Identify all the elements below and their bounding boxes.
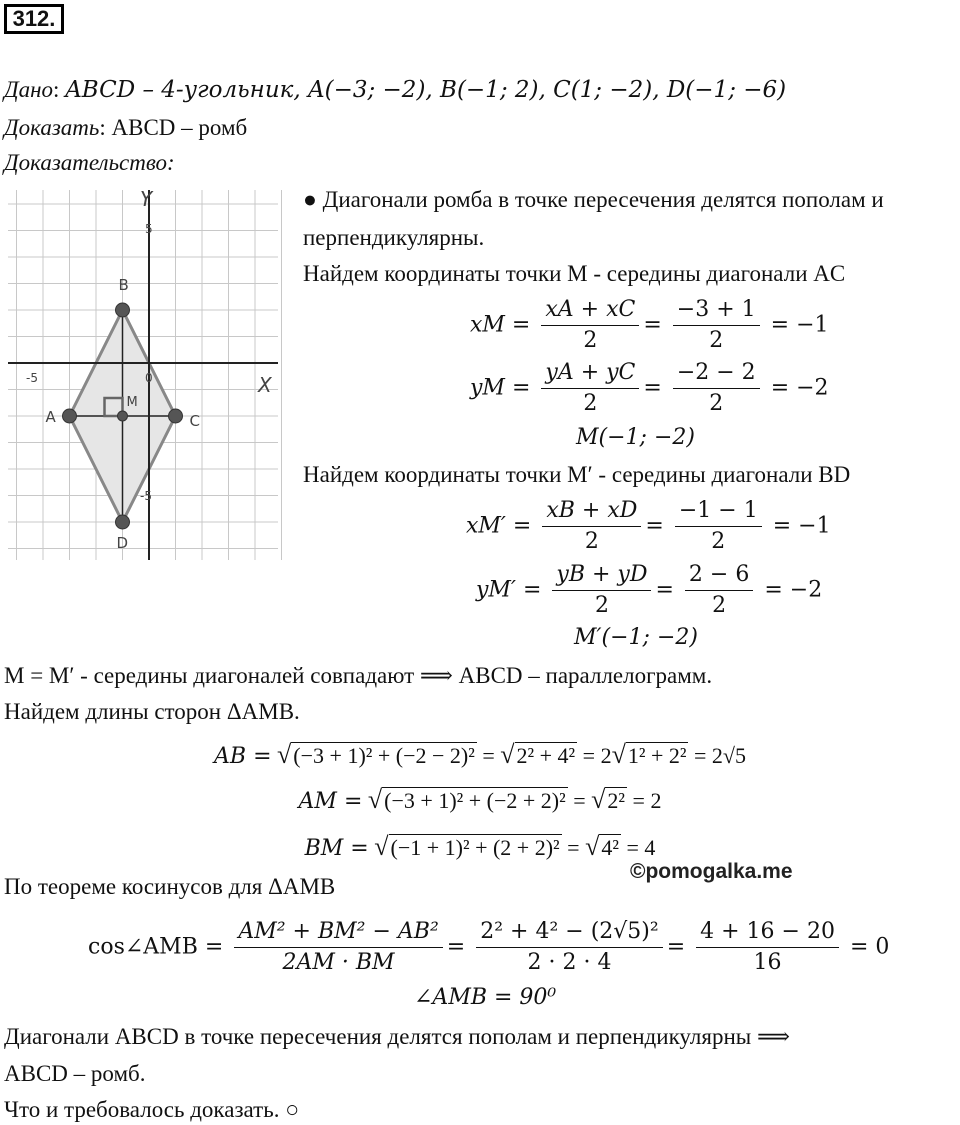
yM2-frac2 [685,561,753,620]
sides-line: Найдем длины сторон ΔAMB. [4,699,300,724]
cos-frac1 [234,918,442,977]
cosine-theorem-line: По теореме косинусов для ΔAMB [4,874,336,899]
BM-lhs: BM = [304,836,369,861]
xM-num1: xA + xC [541,296,639,326]
cos-den1: 2AM · BM [282,950,395,975]
cos-num3: 4 + 16 − 20 [696,918,839,948]
xM-den2: 2 [709,328,724,353]
qed-line: Что и требовалось доказать. ○ [4,1097,300,1122]
AM-rad2: 2² [607,788,626,813]
xM-equation: xM = $\frac{xA + xC}{2}$ = $\frac{-3 + 1}{2}$ = −1 [470,297,829,353]
cos-result: = 0 [849,934,890,960]
cos-equation: cos∠AMB = $\frac{\text{AM² + BM² − AB²}}{2AM \cdot BM}$ = $\frac{\text{2² + 4² − (2√5)²}}{2 \cdot 2 \cdot 4}$ = $\frac{4 + 16 - 20}{16}$ = 0 [88,919,890,975]
AB-mid: = 2 [582,743,612,768]
BM-end: = 4 [626,835,656,860]
M-point-text: M(−1; −2) [576,425,695,450]
tick-x-neg5: -5 [26,371,38,385]
BM-rad1: (−1 + 1)² + (2 + 2)² [390,835,560,860]
yM2-den2: 2 [712,593,727,618]
cos-lhs: cos∠AMB = [88,934,224,960]
AB-rad2: 2² + 4² [516,743,576,768]
xM2-num1: xB + xD [542,497,641,527]
xM2-result: = −1 [772,513,831,539]
point-M [118,411,128,421]
conclusion-line-2: ABCD – ромб. [4,1061,146,1086]
point-label-M: M [126,395,138,410]
bullet-line-2: перпендикулярны. [303,225,485,250]
point-C [169,409,183,423]
M2-point [574,625,698,650]
xM-num2: −3 + 1 [673,296,760,326]
given-text: ABCD – 4-угольник, A(−3; −2), B(−1; 2), C(1; −2), D(−1; −6) [65,77,787,103]
task-number: 312. [4,4,64,34]
given-line: Дано: ABCD – 4-угольник, A(−3; −2), B(−1; 2), C(1; −2), D(−1; −6) [4,77,787,103]
cos-frac2 [476,918,662,977]
tick-origin: 0 [145,371,153,385]
bullet-line-1: ● Диагонали ромба в точке пересечения делятся пополам и [303,187,884,212]
xM2-frac1 [542,497,641,556]
angle-result [414,985,556,1010]
xM-den1: 2 [583,328,598,353]
prove-text: ABCD – ромб [111,115,248,140]
cos-num1: AM² + BM² − AB² [234,918,442,948]
xM2-num2: −1 − 1 [675,497,762,527]
proof-label-text: Доказательство [4,150,168,175]
cos-den2: 2 · 2 · 4 [527,950,612,975]
point-A [63,409,77,423]
xM2-den2: 2 [711,529,726,554]
prove-label: Доказать [4,115,100,140]
AB-rad3: 1² + 2² [627,743,687,768]
yM-frac2 [673,359,760,418]
proof-label: Доказательство: [4,150,175,175]
xM-frac2 [673,296,760,355]
AM-end: = 2 [632,788,662,813]
AM-lhs: AM = [298,789,363,814]
yM-num2: −2 − 2 [673,359,760,389]
xM2-lhs: xM′ = [466,513,532,539]
yM2-den1: 2 [594,593,609,618]
tick-y-5: 5 [145,222,153,236]
yM-equation: yM = $\frac{yA + yC}{2}$ = $\frac{-2 - 2}{2}$ = −2 [470,360,829,416]
BM-rad2: 4² [601,835,619,860]
yM2-result: = −2 [764,577,823,603]
cos-den3: 16 [753,950,782,975]
point-label-A: A [45,408,56,426]
tick-y-neg5: -5 [140,489,152,503]
parallelogram-line: M = M′ - середины диагоналей совпадают ⟹ ABCD – параллелограмм. [4,663,713,688]
AB-rad1: (−3 + 1)² + (−2 − 2)² [293,743,475,768]
M-point [576,425,695,450]
xM2-den1: 2 [584,529,599,554]
point-label-C: C [189,412,200,430]
yM-den1: 2 [583,391,598,416]
x-axis-label: X [258,373,272,397]
conclusion-line-1: Диагонали ABCD в точке пересечения делятся пополам и перпендикулярны ⟹ [4,1024,790,1049]
yM-result: = −2 [770,375,829,401]
M2-point-text: M′(−1; −2) [574,625,698,650]
cos-frac3 [696,918,839,977]
watermark: ©pomogalka.me [630,860,793,883]
yM-lhs: yM = [470,375,531,401]
prove-line: Доказать: ABCD – ромб [4,115,248,140]
yM-den2: 2 [709,391,724,416]
AB-end: = 2√5 [693,743,746,768]
xM-frac1 [541,296,639,355]
point-label-D: D [116,534,129,552]
yM2-equation: yM′ = $\frac{yB + yD}{2}$ = $\frac{2 - 6}{2}$ = −2 [476,562,823,618]
point-label-B: B [118,276,129,294]
xM2-frac2 [675,497,762,556]
yM2-frac1 [552,561,651,620]
yM-num1: yA + yC [541,359,639,389]
BM-equation: BM = √(−1 + 1)² + (2 + 2)² = √4² = 4 [304,832,656,861]
point-D [116,515,130,529]
AB-equation: AB = √(−3 + 1)² + (−2 − 2)² = √2² + 4² = 2√1² + 2² = 2√5 [214,740,746,769]
given-label: Дано [4,77,54,102]
AM-equation: AM = √(−3 + 1)² + (−2 + 2)² = √2² = 2 [298,785,662,814]
AB-lhs: AB = [214,744,272,769]
angle-result-text: ∠AMB = 90⁰ [414,985,557,1010]
coordinate-graph [0,180,300,565]
yM2-num2: 2 − 6 [685,561,753,591]
yM2-num1: yB + yD [552,561,651,591]
xM2-equation: xM′ = $\frac{xB + xD}{2}$ = $\frac{-1 - 1}{2}$ = −1 [466,498,831,554]
yM2-lhs: yM′ = [476,577,542,603]
yM-frac1 [541,359,639,418]
point-B [116,303,130,317]
cos-num2: 2² + 4² − (2√5)² [476,918,662,948]
find-M2-line: Найдем координаты точки M′ - середины диагонали BD [303,462,851,487]
y-axis-label: Y [140,187,153,211]
xM-result: = −1 [770,312,829,338]
AM-rad1: (−3 + 1)² + (−2 + 2)² [384,788,566,813]
find-M-line: Найдем координаты точки M - середины диагонали AC [303,261,846,286]
xM-lhs: xM = [470,312,531,338]
